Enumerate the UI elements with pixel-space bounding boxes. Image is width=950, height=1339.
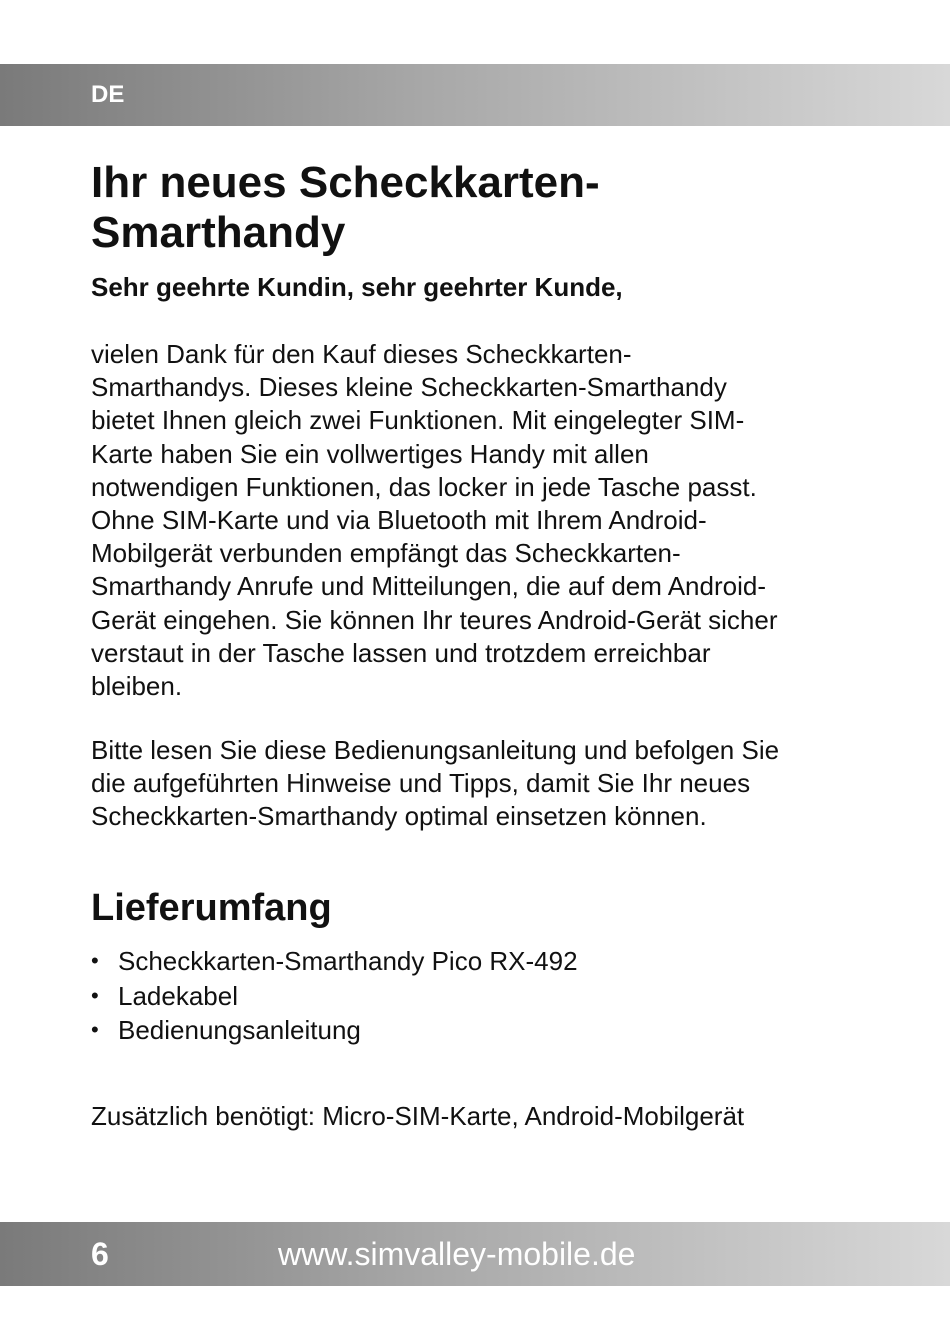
list-item [91, 944, 578, 979]
list-item-text: Ladekabel [118, 980, 238, 1011]
instructions-paragraph: Bitte lesen Sie diese Bedienungsanleitung und befolgen Sie die aufgeführten Hinweise und Tipps, damit Sie Ihr neues Scheckkarten-Smarthandy optimal einsetzen können. [91, 735, 780, 832]
greeting: Sehr geehrte Kundin, sehr geehrter Kunde, [91, 272, 623, 302]
footer-band [0, 1222, 950, 1286]
list-item-text: Bedienungsanleitung [118, 1015, 361, 1045]
website-url: www.simvalley-mobile.de [278, 1236, 636, 1272]
scope-list [91, 944, 578, 1048]
page-title: Ihr neues Scheckkarten- Smarthandy [91, 158, 600, 257]
intro-paragraph: vielen Dank für den Kauf dieses Scheckkarten- Smarthandys. Dieses kleine Scheckkarten-Smarthandy bietet Ihnen gleich zwei Funktionen. Mit eingelegter SIM- Karte haben Sie ein vollwertiges Handy mit allen notwendigen Funktionen, das locker in jede Tasche passt. Ohne SIM-Karte und via Bluetooth mit Ihrem Android- Mobilgerät verbunden empfängt das Scheckkarten- Smarthandy Anrufe und Mitteilungen, die auf dem Android- Gerät eingehen. Sie können Ihr teures Android-Gerät sicher verstaut in der Tasche lassen und trotzdem erreichbar bleiben. [91, 339, 778, 702]
bullet-icon: • [91, 948, 99, 973]
language-label: DE [91, 81, 125, 108]
bullet-icon: • [91, 982, 99, 1008]
header-band [0, 64, 950, 126]
additional-requirements: Zusätzlich benötigt: Micro-SIM-Karte, Android-Mobilgerät [91, 1101, 745, 1131]
bullet-icon: • [91, 1017, 99, 1042]
list-item [91, 979, 578, 1014]
list-item [91, 1013, 578, 1048]
section-heading-lieferumfang: Lieferumfang [91, 887, 332, 929]
page-number: 6 [91, 1236, 109, 1272]
list-item-text: Scheckkarten-Smarthandy Pico RX-492 [118, 946, 578, 976]
